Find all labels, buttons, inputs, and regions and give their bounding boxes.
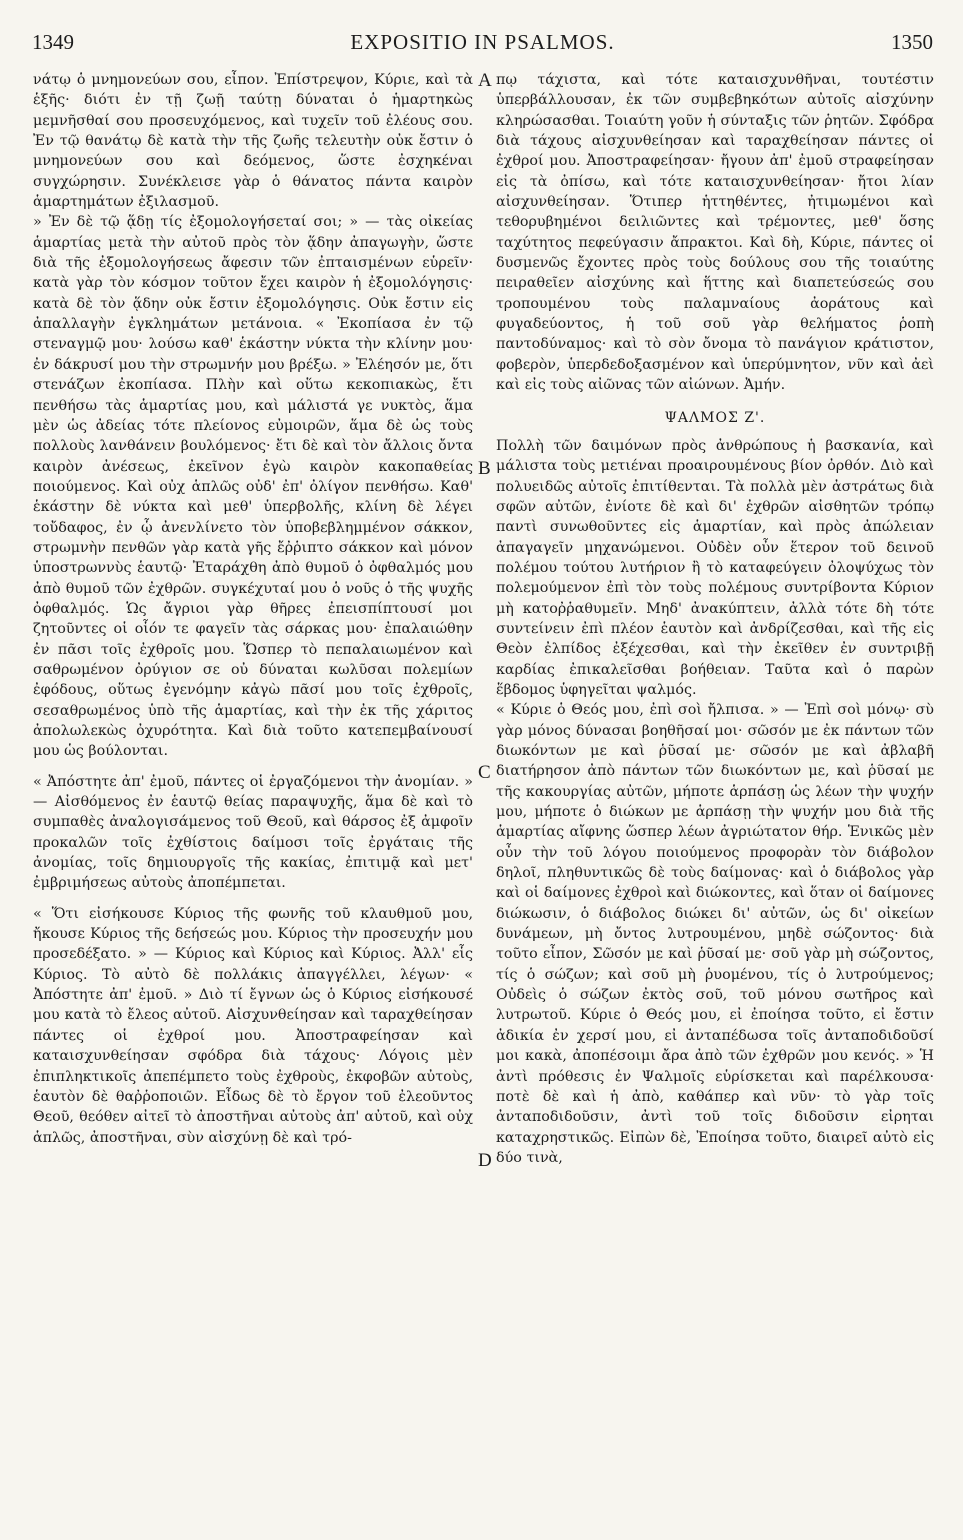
left-paragraph-1: νάτῳ ὁ μνημονεύων σου, εἶπον. Ἐπίστρεψον, Κύριε, καὶ τὰ ἑξῆς· διότι ἐν τῇ ζωῇ ταύτῃ δύναται ὁ ἡμαρτηκὼς μεμνῆσθαί σου προσευχόμενος, καὶ τυχεῖν τοῦ ἐλέους σου. Ἐν τῷ θανάτῳ δὲ κατὰ τὴν τῆς ζωῆς τελευτὴν οὐκ ἔστιν ὁ μνημονεύων σου καὶ δεόμενος, ὥστε ἐσχηκέναι συγχώρησιν. Συνέκλεισε γὰρ ὁ θάνατος πάντα καιρὸν ἁμαρτημάτων ἐξιλασμοῦ. bbox=[33, 72, 473, 211]
running-title: EXPOSITIO IN PSALMOS. bbox=[350, 30, 615, 54]
right-paragraph-2: Πολλὴ τῶν δαιμόνων πρὸς ἀνθρώπους ἡ βασκανία, καὶ μάλιστα τοὺς μετιέναι προαιρουμένους βίον ὀρθόν. Διὸ καὶ πολυειδῶς αὐτοῖς ἐπιτίθενται. Τὰ πολλὰ μὲν ἀστράτως διὰ σφῶν αὐτῶν, ἐνίοτε δὲ καὶ δι' ἐχθρῶν αἰσθητῶν τρόπῳ παντὶ συνωθοῦντες εἰς ἁμαρτίαν, καὶ πρὸς ἀπώλειαν ἀπαγαγεῖν μηχανώμενοι. Οὐδὲν οὖν ἕτερον τοῦ δεινοῦ πολέμου τούτου λυτήριον ἢ τὸ καταφεύγειν ὀλοψύχως τὸν πολεμούμενον ἐπὶ τὸν τοὺς πολέμους συντρίβοντα Κύριον μὴ κατοῤῥαθυμεῖν. Μηδ' ἀνακύπτειν, ἀλλὰ τότε δὴ τότε συντείνειν ἐπὶ πλέον ἑαυτὸν καὶ ἀνδρίζεσθαι, καὶ τῆς εἰς Θεὸν ἐλπίδος ἐξέχεσθαι, καὶ τὴν ἐκεῖθεν ἐν συντριβῇ καρδίας ἐπικαλεῖσθαι βοήθειαν. Ταῦτα καὶ ὁ παρὼν ἕβδομος ὑφηγεῖται ψαλμός. bbox=[496, 437, 934, 698]
page-number-right: 1350 bbox=[891, 30, 933, 54]
section-marker-a: A bbox=[478, 70, 492, 91]
page-number-left: 1349 bbox=[32, 30, 74, 54]
left-paragraph-3: « Ἀπόστητε ἀπ' ἐμοῦ, πάντες οἱ ἐργαζόμενοι τὴν ἀνομίαν. » — Αἰσθόμενος ἐν ἑαυτῷ θείας παραψυχῆς, ἅμα δὲ καὶ τὸ συμπαθὲς ἀναλογισάμενος τοῦ Θεοῦ, καὶ θάρσος ἐξ ἀμφοῖν προκαλῶν τοῖς ἐχθίστοις δαίμοσι τοῖς ἐργάταις τῆς ἀνομίας, τοῖς δημιουργοῖς τῆς κακίας, ἐπιτιμᾷ καὶ μετ' ἐμβριμήσεως αὐτοὺς ἀποπέμπεται. bbox=[33, 773, 473, 892]
section-marker-c: C bbox=[478, 762, 491, 783]
page-header bbox=[32, 30, 933, 56]
right-paragraph-3: « Κύριε ὁ Θεός μου, ἐπὶ σοὶ ἤλπισα. » — Ἐπὶ σοὶ μόνῳ· σὺ γὰρ μόνος δύνασαι βοηθῆσαί μοι· σῶσόν με ἐκ πάντων τῶν διωκόντων με καὶ ῥῦσαί με· σῶσόν με καὶ ἀβλαβῆ διατήρησον ἀπὸ πάντων τῶν διωκόντων με, καὶ ῥῦσαί με τῆς κακουργίας αὐτῶν, μήποτε ἁρπάσῃ ὡς λέων τὴν ψυχήν μου, μήποτε ὁ διώκων με ἁρπάσῃ τὴν ψυχήν μου διὰ τῆς ἁμαρτίας αἴφνης ὥσπερ λέων ἀγριώτατον θήρ. Ἑνικῶς μὲν οὖν τὴν τοῦ λόγου ποιούμενος προφορὰν τὸν διάβολον δηλοῖ, πληθυντικῶς δὲ τοὺς δαίμονας· καὶ ὁ διάβολος γὰρ καὶ οἱ δαίμονες ἐχθροὶ καὶ διώκοντες, καὶ ὅταν οἱ δαίμονες διώκωσιν, ὁ διάβολος διώκει δι' αὐτῶν, ὡς δι' οἰκείων δυνάμεων, μὴ ὄντος λυτρουμένου, μηδὲ σώζοντος· διὰ τοῦτο εἶπον, Σῶσόν με καὶ ῥῦσαί με· σοῦ γὰρ μὴ σώζοντος, τίς ὁ σώζων; καὶ σοῦ μὴ ῥυομένου, τίς ὁ λυτρούμενος; Οὐδεὶς ὁ σώζων ἐκτὸς σοῦ, τοῦ μόνου σωτῆρος καὶ λυτρωτοῦ. Κύριε ὁ Θεός μου, εἰ ἐποίησα τοῦτο, εἰ ἔστιν ἀδικία ἐν χερσί μου, εἰ ἀνταπέδωσα τοῖς ἀνταποδιδοῦσί μοι κακὰ, ἀποπέσοιμι ἄρα ἀπὸ τῶν ἐχθρῶν μου κενός. » Ἡ ἀντὶ πρόθεσις ἐν Ψαλμοῖς εὑρίσκεται καὶ παρέλκουσα· ποτὲ δὲ καὶ ἡ ἀπὸ, καθάπερ καὶ νῦν· τὸ γὰρ τοῖς ἀνταποδιδοῦσιν, ἀντὶ τοῦ τοῖς διδοῦσιν εἰρηται καταχρηστικῶς. Εἰπὼν δὲ, Ἐποίησα τοῦτο, διαιρεῖ αὐτὸ εἰς δύο τινὰ, bbox=[496, 702, 934, 1166]
left-column bbox=[33, 70, 473, 1520]
right-column bbox=[496, 70, 934, 1520]
right-paragraph-1: πῳ τάχιστα, καὶ τότε καταισχυνθῆναι, τουτέστιν ὑπερβάλλουσαν, ἐκ τῶν συμβεβηκότων αὐτοῖς αἰσχύνην κληρώσασθαι. Τοιαύτη γοῦν ἡ σύνταξις τῶν ῥητῶν. Σφόδρα διὰ τάχους αἰσχυνθείησαν καὶ ταραχθείησαν πάντες οἱ ἐχθροί μου. Ἀποστραφείησαν· ἤγουν ἀπ' ἐμοῦ στραφείησαν εἰς τὰ ὀπίσω, καὶ τότε καταισχυνθείησαν· ἤτοι λίαν αἰσχυνθείησαν. Ὅτιπερ ἡττηθέντες, ἠτιμωμένοι καὶ τεθορυβημένοι δειλιῶντες καὶ τρέμοντες, μεθ' ὅσης ταχύτητος πεφεύγασιν ἄπρακτοι. Καὶ δὴ, Κύριε, πάντες οἱ δυσμενῶς ἔχοντες πρὸς τοὺς δούλους σου τῆς τοιαύτης πειραθεῖεν αἰσχύνης καὶ ἥττης καὶ διαπετεύσεώς σου τροπουμένου τοὺς παλαμναίους ἀοράτους καὶ φυγαδεύοντος, ἡ τοῦ σοῦ γὰρ θελήματος ῥοπὴ παντοδύναμος· καὶ τὸ σὸν ὄνομα τὸ πανάγιον κράτιστον, φοβερὸν, ὑπερδεδοξασμένον καὶ ὑπερύμνητον, νῦν καὶ ἀεὶ καὶ εἰς τοὺς αἰῶνας τῶν αἰώνων. Ἀμήν. bbox=[496, 72, 934, 394]
left-paragraph-4: « Ὅτι εἰσήκουσε Κύριος τῆς φωνῆς τοῦ κλαυθμοῦ μου, ἤκουσε Κύριος τῆς δεήσεώς μου. Κύριος τὴν προσευχήν μου προσεδέξατο. » — Κύριος καὶ Κύριος καὶ Κύριος. Ἀλλ' εἷς Κύριος. Τὸ αὐτὸ δὲ πολλάκις ἀπαγγέλλει, λέγων· « Ἀπόστητε ἀπ' ἐμοῦ. » Διὸ τί ἔγνων ὡς ὁ Κύριος εἰσήκουσέ μου κατὰ τὸ ἔλεος αὐτοῦ. Αἰσχυνθείησαν καὶ ταραχθείησαν πάντες οἱ ἐχθροί μου. Ἀποστραφείησαν καὶ καταισχυνθείησαν σφόδρα διὰ τάχους· Λόγοις μὲν ἐπιπληκτικοῖς ἀπεπέμπετο τοὺς ἐχθροὺς, ἐκφοβῶν αὐτοὺς, ἑαυτὸν δὲ θαῤῥοποιῶν. Εἶδως δὲ τὸ ἔργον τοῦ ἐλεοῦντος Θεοῦ, θεόθεν αἰτεῖ τὸ ἀποστῆναι αὐτοὺς ἀπ' αὐτοῦ, καὶ οὐχ ἁπλῶς, ἀποστῆναι, σὺν αἰσχύνῃ δὲ καὶ τρό- bbox=[33, 905, 473, 1146]
section-marker-d: D bbox=[478, 1150, 492, 1171]
psalm-heading: ΨΑΛΜΟΣ Ζ'. bbox=[664, 409, 766, 426]
left-paragraph-2: » Ἐν δὲ τῷ ᾅδῃ τίς ἐξομολογήσεταί σοι; » — τὰς οἰκείας ἁμαρτίας μετὰ τὴν αὐτοῦ πρὸς τὸν ᾅδην ἀπαγωγὴν, ὥστε διὰ τῆς ἐξομολογήσεως ἄφεσιν τῶν ἐπταισμένων εὑρεῖν· κατὰ γὰρ τὸν κόσμον τοῦτον ἔχει καιρὸν ἡ ἐξομολόγησις· κατὰ δὲ τὸν ᾅδην οὐκ ἔστιν ἐξομολόγησις. Οὐκ ἔστιν εἰς ἀπαλλαγὴν ἐγκλημάτων μετάνοια. « Ἐκοπίασα ἐν τῷ στεναγμῷ μου· λούσω καθ' ἑκάστην νύκτα τὴν κλίνην μου· ἐν δάκρυσί μου τὴν στρωμνήν μου βρέξω. » Ἐλέησόν με, ὅτι στενάζων ἐκοπίασα. Πλὴν καὶ οὕτω κεκοπιακὼς, ἔτι πενθήσω τὰς ἁμαρτίας μου, καὶ μάλιστά γε νυκτὸς, ἅμα μὲν ὡς ἀδείας τότε πλείονος εὐμοιρῶν, ἅμα δὲ ὡς τοὺς πολλοὺς λανθάνειν βουλόμενος· ἔτι δὲ καὶ τὸν ἄλλοις ὄντα καιρὸν ἀνέσεως, ἐκεῖνον ἐγὼ καιρὸν κακοπαθείας ποιούμενος. Καὶ οὐχ ἁπλῶς οὐδ' ἐπ' ὀλίγον πενθήσω. Καθ' ἑκάστην δὲ νύκτα καὶ μεθ' ὑπερβολῆς, κλίνη δὲ λέγει τοὔδαφος, ἐν ᾧ ἀνενλίνετο τὸν ὑποβεβλημμένον σάκκον, στρωμνὴν πενθῶν γὰρ κατὰ γῆς ἔῤῥιπτο σάκκον καὶ μόνον ὑποστρωννὺς ἑαυτῷ· Ἐταράχθη ἀπὸ θυμοῦ ὁ ὀφθαλμός μου ἀπὸ θυμοῦ τῶν ἐχθρῶν. συγκέχυταί μου ὁ νοῦς ὁ τῆς ψυχῆς ὀφθαλμός. Ὡς ἄγριοι γὰρ θῆρες ἐπεισπίπτουσί μοι ζητοῦντες οἱ οἷόν τε φαγεῖν τὰς σάρκας μου· ἐπαλαιώθην ἐν πᾶσι τοῖς ἐχθροῖς μου. Ὥσπερ τὸ πεπαλαιωμένον καὶ σαθρωμένον ὀρύγιον σε οὐ δύναται κωλῦσαι πολεμίων ἐφόδους, οὕτως ἐγενόμην κἀγὼ πᾶσί μου τοῖς ἐχθροῖς, σεσαθρωμένος ὑπὸ τῆς ἁμαρτίας, καὶ τὴν ἐκ τῆς χάριτος ἀπολωλεκὼς ὀχυρότητα. Καὶ διὰ τοῦτο κατεπεμβαίνουσί μου ὡς βούλονται. bbox=[33, 214, 473, 760]
section-marker-b: B bbox=[478, 458, 491, 479]
